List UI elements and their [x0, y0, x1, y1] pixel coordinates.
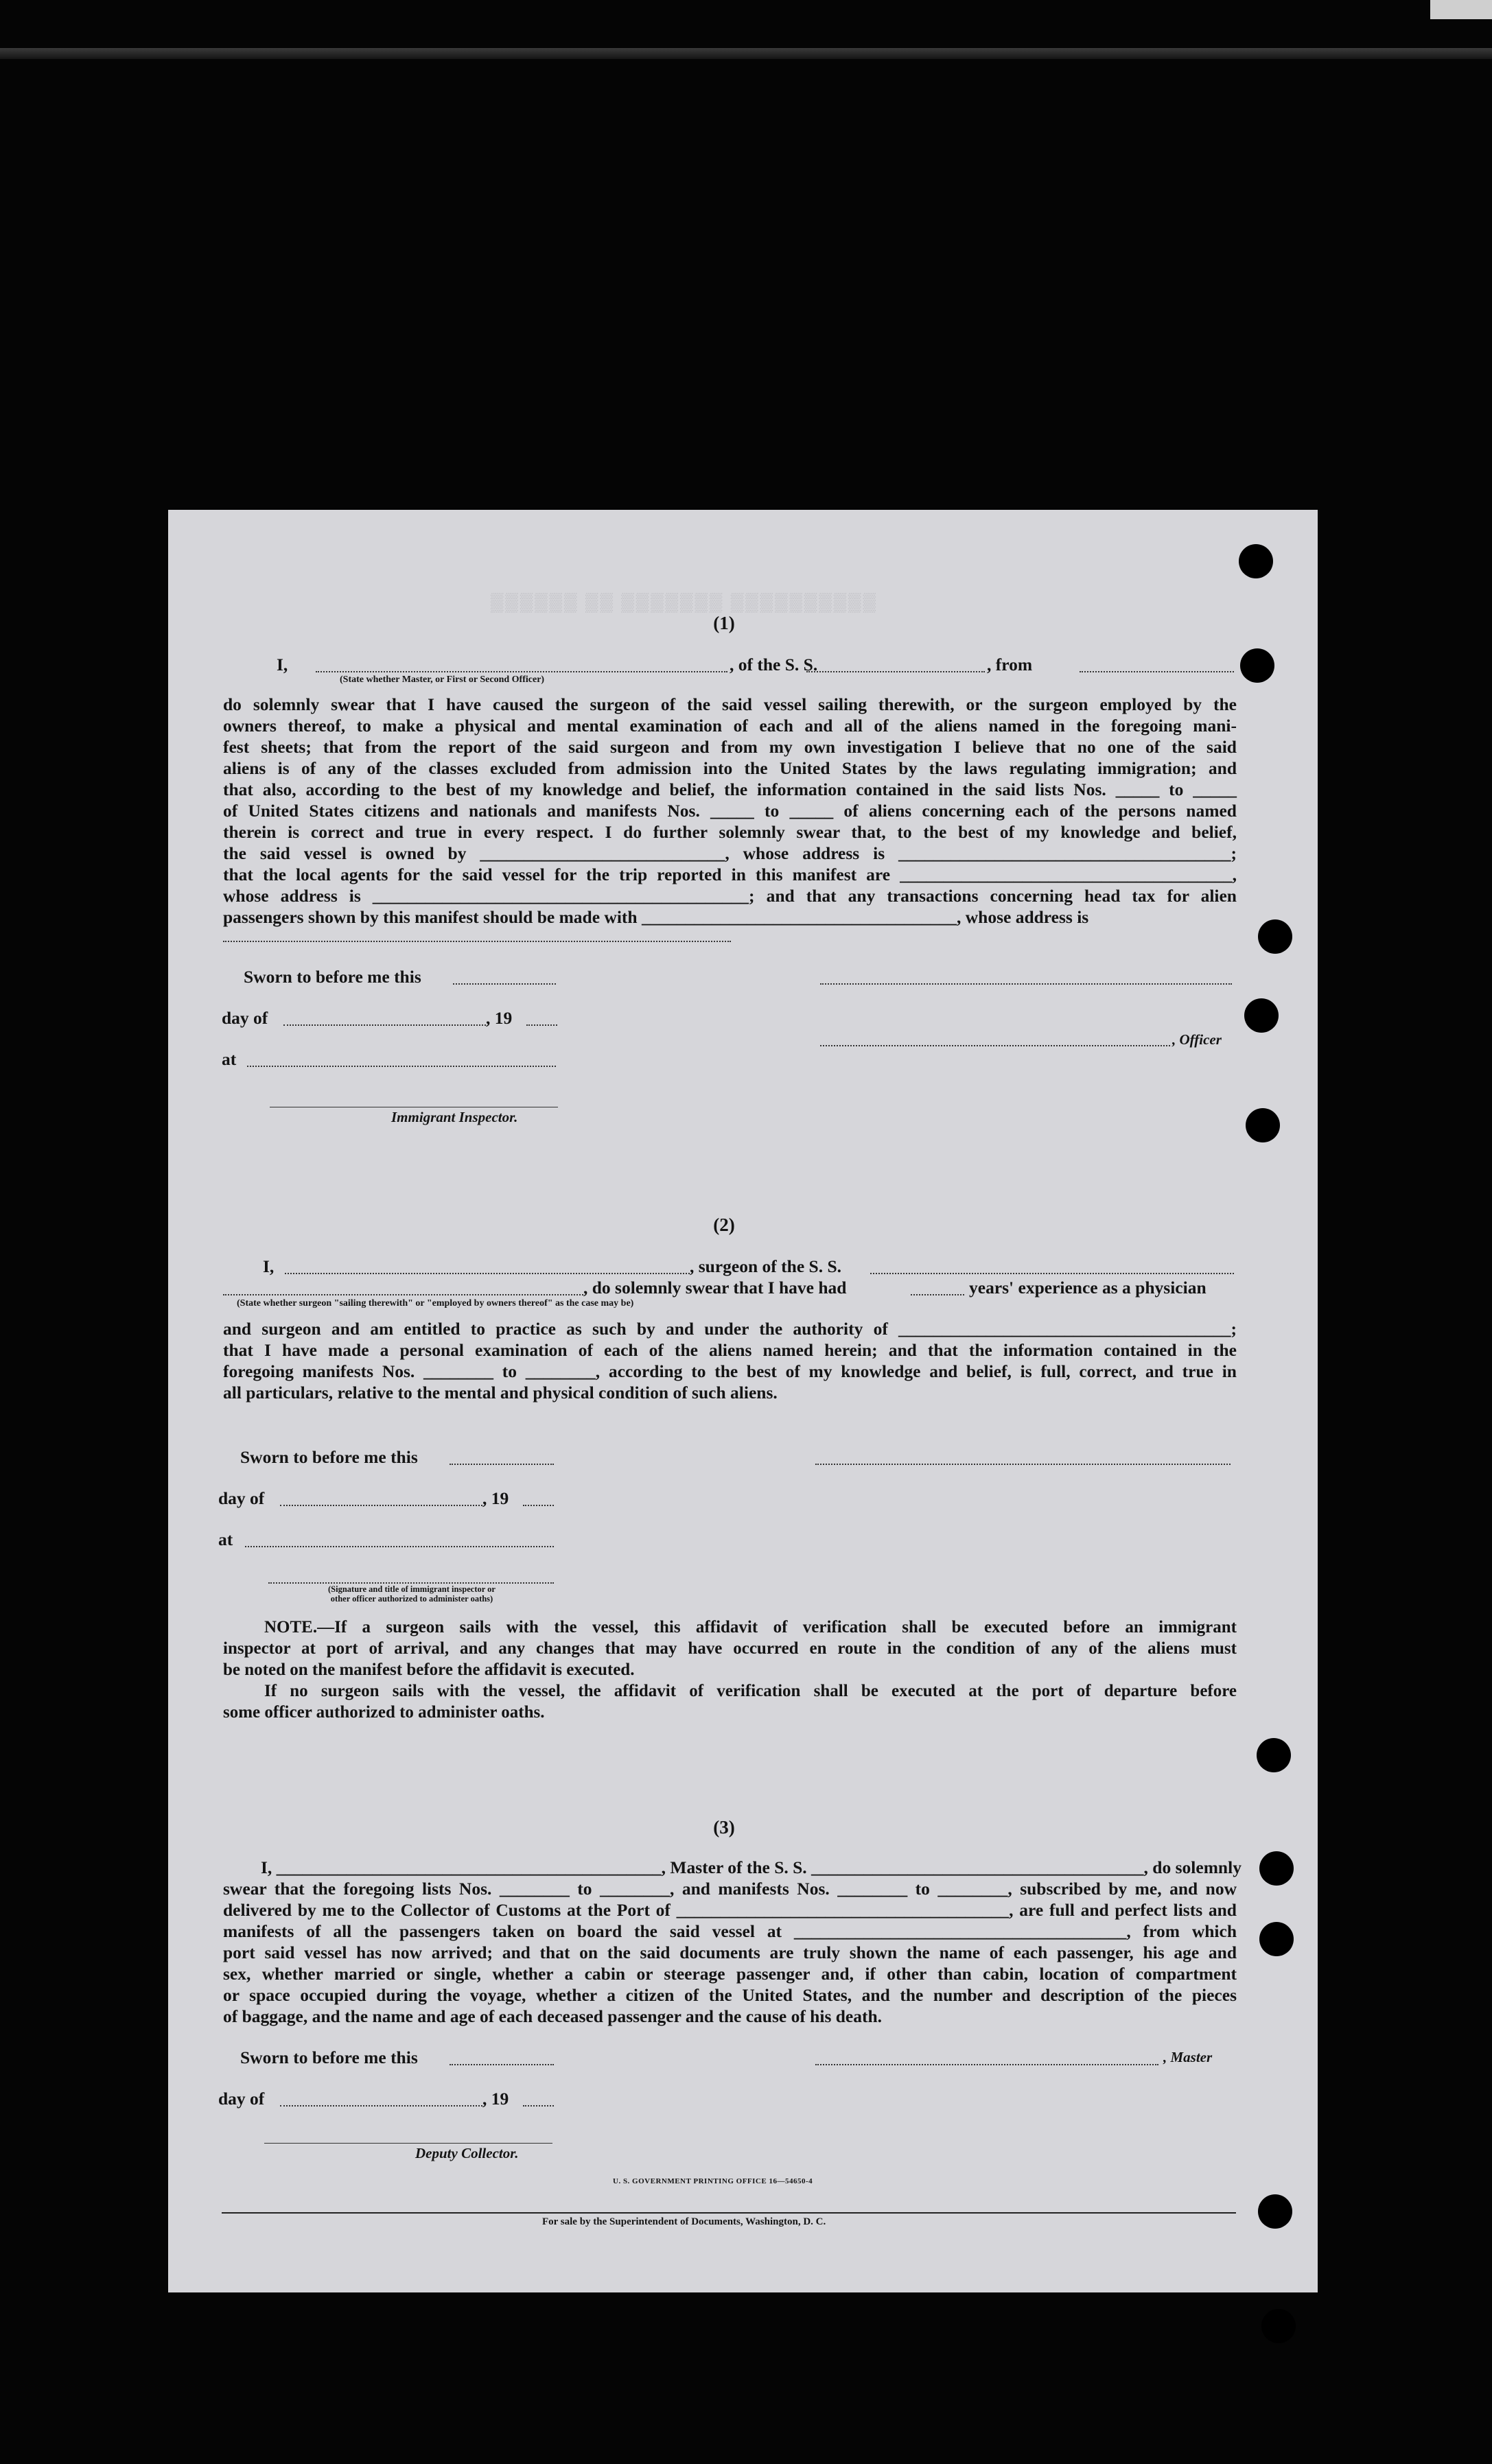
punch-hole [1258, 919, 1292, 954]
punch-hole [1246, 1108, 1280, 1142]
day-of-label: day of [222, 1008, 268, 1028]
section-1-from: , from [987, 655, 1033, 674]
day-of-label: day of [218, 1488, 265, 1508]
year-field[interactable] [523, 1505, 554, 1506]
oath-line: aliens is of any of the classes excluded from admission into the United States by the laws regulating immigration; and [223, 758, 1237, 778]
oath-line: do solemnly swear that I have caused the surgeon of the said vessel sailing therewith, or the surgeon employed by the [223, 694, 1237, 714]
oath-line: of United States citizens and nationals and manifests Nos. _____ to _____ of aliens concerning each of the persons named [223, 801, 1237, 821]
surgeon-status-caption: (State whether surgeon "sailing therewith" or "employed by owners thereof" as the case may be) [237, 1298, 634, 1309]
section-2-number: (2) [713, 1215, 735, 1235]
note-line: inspector at port of arrival, and any changes that may have occurred en route in the condition of any of the aliens must [223, 1639, 1237, 1658]
section-1-i: I, [277, 655, 288, 674]
at-place-field[interactable] [247, 1066, 556, 1067]
sworn-label: Sworn to before me this [240, 2048, 418, 2067]
sworn-date-field[interactable] [450, 1464, 554, 1465]
year-field[interactable] [523, 2105, 554, 2107]
section-2-swear: , do solemnly swear that I have had [583, 1278, 847, 1298]
signature-caption-line: (Signature and title of immigrant inspector or [328, 1584, 496, 1594]
punch-hole [1259, 1851, 1294, 1886]
punch-hole [1258, 2194, 1292, 2229]
oath-line: that also, according to the best of my knowledge and belief, the information contained in the said lists Nos. _____ to _____ [223, 779, 1237, 799]
oath-line: the said vessel is owned by ____________________________, whose address is ______________________________________; [223, 843, 1237, 863]
section-1-number: (1) [713, 613, 735, 633]
oath-line: therein is correct and true in every respect. I do further solemnly swear that, to the best of my knowledge and belief, [223, 822, 1237, 842]
at-label: at [222, 1049, 237, 1069]
note-line: some officer authorized to administer oaths. [223, 1703, 545, 1722]
section-1-of-ss: , of the S. S. [730, 655, 818, 674]
note-line: If no surgeon sails with the vessel, the affidavit of verification shall be executed at the port of departure before [264, 1682, 1237, 1700]
surgeon-vessel-field[interactable] [870, 1273, 1234, 1274]
oath-line: whose address is ___________________________________________; and that any transactions concerning head tax for alien [223, 886, 1237, 906]
years-experience-field[interactable] [911, 1294, 964, 1295]
signature-caption-line: other officer authorized to administer oaths) [330, 1594, 493, 1604]
oath-line: that the local agents for the said vessel for the trip reported in this manifest are ______________________________________, [223, 865, 1237, 884]
year-label: , 19 [482, 2089, 509, 2109]
punch-hole [1244, 998, 1279, 1033]
officer-signature-field[interactable] [820, 983, 1232, 985]
oath-line: owners thereof, to make a physical and mental examination of each and all of the aliens named in the foregoing mani- [223, 716, 1237, 736]
inspector-signature-line[interactable] [268, 1582, 554, 1584]
year-field[interactable] [526, 1024, 557, 1026]
officer-rank-caption: (State whether Master, or First or Second Officer) [340, 674, 545, 685]
day-of-field[interactable] [283, 1024, 486, 1026]
year-label: , 19 [482, 1488, 509, 1508]
surgeon-status-field[interactable] [223, 1294, 583, 1295]
day-of-field[interactable] [280, 2105, 482, 2107]
officer-label: , Officer [1172, 1031, 1222, 1048]
sworn-label: Sworn to before me this [240, 1447, 418, 1467]
sworn-date-field[interactable] [450, 2064, 554, 2065]
year-label: , 19 [486, 1008, 513, 1028]
oath-line: passengers shown by this manifest should be made with ____________________________________, whose address is [223, 907, 1089, 927]
surgeon-signature-field[interactable] [815, 1464, 1231, 1465]
punch-hole [1261, 2309, 1296, 2343]
oath-line: port said vessel has now arrived; and that on the said documents are truly shown the name of each passenger, his age and [223, 1943, 1237, 1962]
note-line: be noted on the manifest before the affidavit is executed. [223, 1661, 635, 1679]
section-2-note [223, 1617, 1237, 1723]
oath-line: and surgeon and am entitled to practice as such by and under the authority of ______________________________________; [223, 1319, 1237, 1339]
day-of-label: day of [218, 2089, 265, 2109]
section-1-oath-text [223, 694, 1237, 928]
note-line: NOTE.—If a surgeon sails with the vessel, this affidavit of verification shall be executed before an immigrant [264, 1618, 1237, 1636]
oath-line: fest sheets; that from the report of the said surgeon and from my own investigation I believe that no one of the said [223, 737, 1237, 757]
master-label: , Master [1163, 2049, 1213, 2065]
punch-hole [1240, 648, 1274, 683]
punch-hole [1259, 1922, 1294, 1956]
day-of-field[interactable] [280, 1505, 482, 1506]
surgeon-name-field[interactable] [285, 1273, 690, 1274]
manifest-form-sheet [168, 510, 1318, 2292]
footer-rule [222, 2212, 1236, 2214]
scan-corner-artifact [1430, 0, 1492, 19]
address-continuation-field[interactable] [223, 941, 731, 942]
oath-line: manifests of all the passengers taken on board the said vessel at ______________________________________, from which [223, 1921, 1237, 1941]
oath-line: swear that the foregoing lists Nos. ________ to ________, and manifests Nos. ________ to ________, subscribed by me, and now [223, 1879, 1237, 1899]
immigrant-inspector-label: Immigrant Inspector. [391, 1109, 518, 1125]
punch-hole [1239, 544, 1273, 578]
at-label: at [218, 1529, 233, 1549]
bleed-through-text: ▒▒▒▒▒▒ ▒▒ ▒▒▒▒▒▒▒ ▒▒▒▒▒▒▒▒▒▒ [491, 592, 878, 612]
section-2-surgeon-of-ss: , surgeon of the S. S. [690, 1256, 842, 1276]
oath-line: delivered by me to the Collector of Customs at the Port of ______________________________________, are full and perfect lists and [223, 1900, 1237, 1920]
section-2-i: I, [263, 1256, 275, 1276]
signature-caption [271, 1584, 552, 1604]
section-2-physician: years' experience as a physician [969, 1278, 1207, 1298]
section-3-number: (3) [713, 1817, 735, 1838]
master-signature-field[interactable] [815, 2064, 1158, 2065]
oath-line: foregoing manifests Nos. ________ to ________, according to the best of my knowledge and belief, is full, correct, and true in [223, 1361, 1237, 1381]
oath-line: I, ____________________________________________, Master of the S. S. ______________________________________, do solemnly [261, 1857, 1242, 1877]
oath-line: of baggage, and the name and age of each deceased passenger and the cause of his death. [223, 2006, 883, 2026]
officer-title-field[interactable] [820, 1045, 1170, 1046]
sworn-date-field[interactable] [453, 983, 556, 985]
section-3-oath-text [223, 1857, 1242, 2027]
officer-name-field[interactable] [316, 671, 727, 672]
deputy-signature-line[interactable] [264, 2143, 552, 2144]
oath-line: that I have made a personal examination of each of the aliens named herein; and that the information contained in the [223, 1340, 1237, 1360]
sworn-label: Sworn to before me this [244, 967, 421, 987]
oath-line: all particulars, relative to the mental and physical condition of such aliens. [223, 1383, 778, 1403]
oath-line: sex, whether married or single, whether a cabin or steerage passenger and, if other than cabin, location of compartment [223, 1964, 1237, 1984]
from-port-field[interactable] [1080, 671, 1234, 672]
sale-notice: For sale by the Superintendent of Documents, Washington, D. C. [542, 2216, 826, 2227]
at-place-field[interactable] [245, 1546, 554, 1547]
section-2-oath-text [223, 1318, 1237, 1403]
punch-hole [1257, 1738, 1291, 1772]
scan-edge-stripe [0, 48, 1492, 59]
deputy-collector-label: Deputy Collector. [415, 2145, 519, 2161]
oath-line: or space occupied during the voyage, whether a citizen of the United States, and the number and description of the pieces [223, 1985, 1237, 2005]
printing-office-imprint: U. S. GOVERNMENT PRINTING OFFICE 16—54650-4 [613, 2177, 813, 2185]
vessel-name-field[interactable] [806, 671, 985, 672]
